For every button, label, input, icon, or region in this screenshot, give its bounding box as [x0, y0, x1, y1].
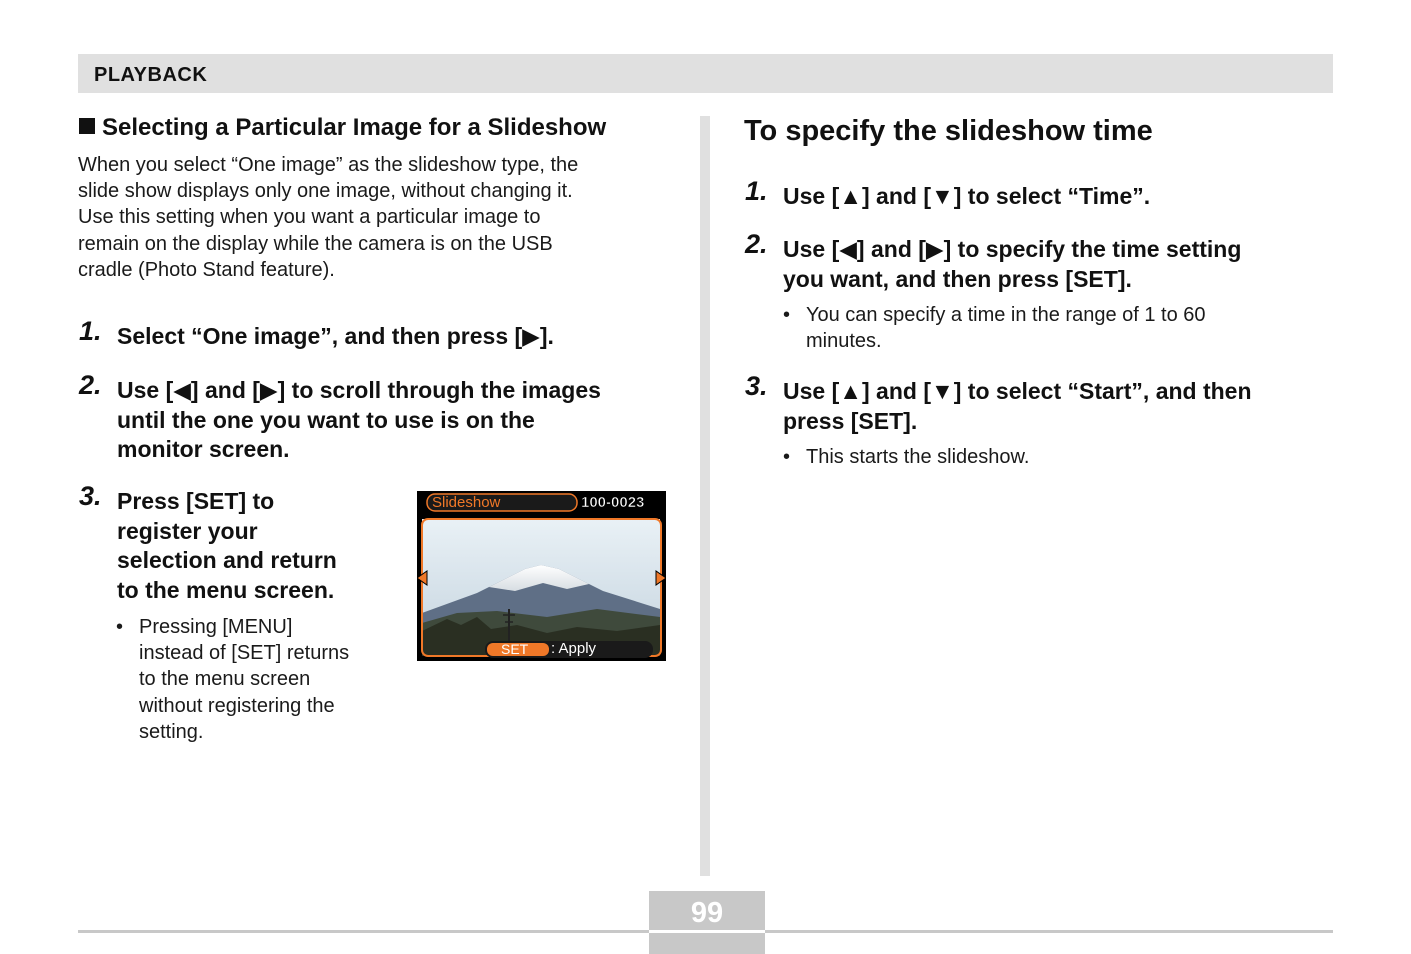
- bullet-dot: •: [783, 446, 791, 468]
- page-number: 99: [690, 897, 724, 929]
- screen-title: Slideshow: [432, 494, 501, 511]
- step-number: 1.: [79, 316, 102, 346]
- note-text: Pressing [MENU] instead of [SET] returns to the menu screen without registering the setting.: [139, 616, 350, 743]
- screen-file-number: 100-0023: [581, 494, 645, 511]
- column-divider: [700, 116, 710, 876]
- page-number-box: [649, 891, 765, 954]
- step-number: 3.: [79, 481, 102, 511]
- page-box-divider: [649, 930, 765, 933]
- step-text: Select “One image”, and then press [▶].: [117, 323, 554, 349]
- intro-paragraph: When you select “One image” as the slideshow type, the slide show displays only one image, without changing it. Use this setting when you want a particular image to remain on the display while the camera is on the USB cradle (Photo Stand feature).: [78, 154, 579, 281]
- header-bar: [78, 54, 1333, 93]
- section-label: PLAYBACK: [94, 64, 208, 86]
- step-text: Use [▲] and [▼] to select “Start”, and then press [SET].: [783, 378, 1252, 434]
- subsection-heading: Selecting a Particular Image for a Slideshow: [79, 114, 606, 142]
- square-bullet-icon: [79, 118, 95, 134]
- step-text: Use [◀] and [▶] to specify the time setting you want, and then press [SET].: [783, 236, 1242, 292]
- note-text: You can specify a time in the range of 1 to 60 minutes.: [806, 304, 1206, 353]
- camera-monitor-screenshot: [417, 491, 666, 661]
- step-number: 1.: [745, 176, 768, 206]
- step-text: Use [◀] and [▶] to scroll through the images until the one you want to use is on the monitor screen.: [117, 377, 601, 462]
- apply-label: : Apply: [551, 640, 597, 657]
- step-text: Press [SET] to register your selection and return to the menu screen.: [117, 488, 337, 603]
- step-number: 2.: [745, 229, 768, 259]
- bullet-dot: •: [116, 616, 124, 638]
- right-title: To specify the slideshow time: [744, 115, 1153, 147]
- step-number: 3.: [745, 371, 768, 401]
- slideshow-photo: [417, 491, 666, 661]
- bullet-dot: •: [783, 304, 791, 326]
- step-number: 2.: [79, 370, 102, 400]
- step-text: Use [▲] and [▼] to select “Time”.: [783, 183, 1151, 209]
- note-text: This starts the slideshow.: [806, 446, 1030, 468]
- set-key-label: SET: [501, 641, 529, 657]
